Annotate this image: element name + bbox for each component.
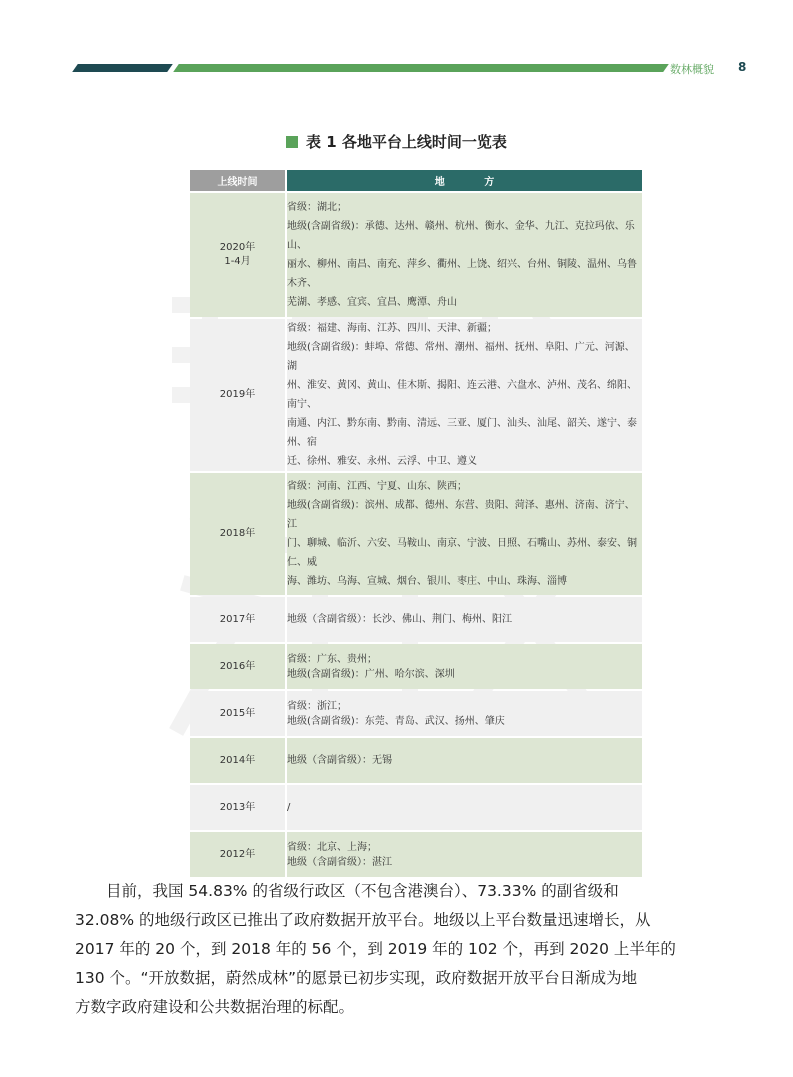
place-line: 地级(含副省级)：广州、哈尔滨、深圳	[287, 668, 455, 680]
table-row	[190, 785, 642, 830]
place-line: 海、潍坊、乌海、宣城、烟台、银川、枣庄、中山、珠海、淄博	[287, 576, 567, 587]
place-line: 地级(含副省级)：滨州、成都、德州、东营、贵阳、菏泽、惠州、济南、济宁、江	[287, 500, 635, 530]
place-line: 地级(含副省级)：蚌埠、常德、常州、潮州、福州、抚州、阜阳、广元、河源、湖	[287, 342, 635, 372]
year-cell	[190, 691, 285, 736]
table-row	[190, 691, 642, 736]
header-green-bar	[173, 64, 669, 72]
body-line: 130 个。“开放数据，蔚然成林”的愿景已初步实现，政府数据开放平台日渐成为地	[75, 969, 638, 987]
place-line: 州、淮安、黄冈、黄山、佳木斯、揭阳、连云港、六盘水、泸州、茂名、绵阳、南宁、	[287, 380, 637, 410]
year-cell	[190, 473, 285, 595]
body-line: 方数字政府建设和公共数据治理的标配。	[75, 998, 355, 1016]
body-paragraph	[75, 877, 725, 1022]
place-line: 地级（含副省级）：无锡	[287, 755, 392, 766]
place-cell	[287, 473, 642, 595]
place-line: 省级：广东、贵州；	[287, 653, 377, 665]
year-label: 2013年	[219, 801, 256, 813]
place-line: 省级：湖北；	[287, 202, 347, 213]
place-line: 省级：北京、上海；	[287, 841, 377, 853]
place-line: 丽水、柳州、南昌、南充、萍乡、衢州、上饶、绍兴、台州、铜陵、温州、乌鲁木齐、	[287, 259, 637, 289]
year-label: 2015年	[219, 707, 256, 719]
place-cell	[287, 832, 642, 877]
place-cell	[287, 738, 642, 783]
place-cell	[287, 644, 642, 689]
year-label: 2012年	[219, 848, 256, 860]
place-cell	[287, 691, 642, 736]
place-line: 地级（含副省级）：长沙、佛山、荆门、梅州、阳江	[287, 614, 512, 625]
place-line: 地级（含副省级）：湛江	[287, 856, 392, 868]
year-label: 2017年	[219, 613, 256, 625]
year-label: 2016年	[219, 660, 256, 672]
year-cell	[190, 644, 285, 689]
header-section-title: 数林概貌	[670, 63, 714, 76]
header-time: 上线时间	[190, 170, 285, 191]
table-row	[190, 832, 642, 877]
page-number: 8	[738, 60, 747, 74]
year-label: 2014年	[219, 754, 256, 766]
table-row	[190, 473, 642, 595]
place-cell	[287, 785, 642, 830]
year-label: 2018年	[219, 528, 256, 539]
table-row	[190, 644, 642, 689]
year-sublabel: 1-4月	[224, 256, 251, 267]
year-cell	[190, 832, 285, 877]
place-line: 门、聊城、临沂、六安、马鞍山、南京、宁波、日照、石嘴山、苏州、泰安、铜仁、威	[287, 538, 637, 568]
year-label: 2020年	[219, 242, 256, 253]
table-title	[0, 131, 793, 152]
header-place: 地 方	[287, 170, 642, 191]
year-cell	[190, 319, 285, 471]
title-marker-icon	[286, 136, 298, 148]
year-cell	[190, 785, 285, 830]
platform-launch-table	[188, 168, 644, 879]
place-line: 地级(含副省级)：承德、达州、赣州、杭州、衡水、金华、九江、克拉玛依、乐山、	[287, 221, 635, 251]
place-line: 芜湖、孝感、宜宾、宜昌、鹰潭、舟山	[287, 297, 457, 308]
table-row	[190, 738, 642, 783]
place-cell	[287, 319, 642, 471]
table-row	[190, 193, 642, 317]
body-line: 目前，我国 54.83% 的省级行政区（不包含港澳台）、73.33% 的副省级和	[106, 882, 619, 900]
place-line: 迁、徐州、雅安、永州、云浮、中卫、遵义	[287, 456, 477, 467]
place-line: 省级：福建、海南、江苏、四川、天津、新疆；	[287, 323, 497, 334]
table-title-text: 表 1 各地平台上线时间一览表	[306, 133, 507, 151]
place-cell	[287, 193, 642, 317]
body-line: 2017 年的 20 个，到 2018 年的 56 个，到 2019 年的 102 个，再到 2020 上半年的	[75, 940, 676, 958]
year-cell	[190, 597, 285, 642]
header-dark-bar	[72, 64, 173, 72]
year-cell	[190, 738, 285, 783]
table-row	[190, 597, 642, 642]
place-line: /	[287, 802, 291, 813]
year-label: 2019年	[219, 389, 256, 400]
place-line: 地级(含副省级)：东莞、青岛、武汉、扬州、肇庆	[287, 715, 505, 727]
body-line: 32.08% 的地级行政区已推出了政府数据开放平台。地级以上平台数量迅速增长，从	[75, 911, 651, 929]
place-cell	[287, 597, 642, 642]
place-line: 省级：浙江；	[287, 700, 347, 712]
place-line: 南通、内江、黔东南、黔南、清远、三亚、厦门、汕头、汕尾、韶关、遂宁、泰州、宿	[287, 418, 637, 448]
place-line: 省级：河南、江西、宁夏、山东、陕西；	[287, 481, 467, 492]
year-cell	[190, 193, 285, 317]
table-row	[190, 319, 642, 471]
